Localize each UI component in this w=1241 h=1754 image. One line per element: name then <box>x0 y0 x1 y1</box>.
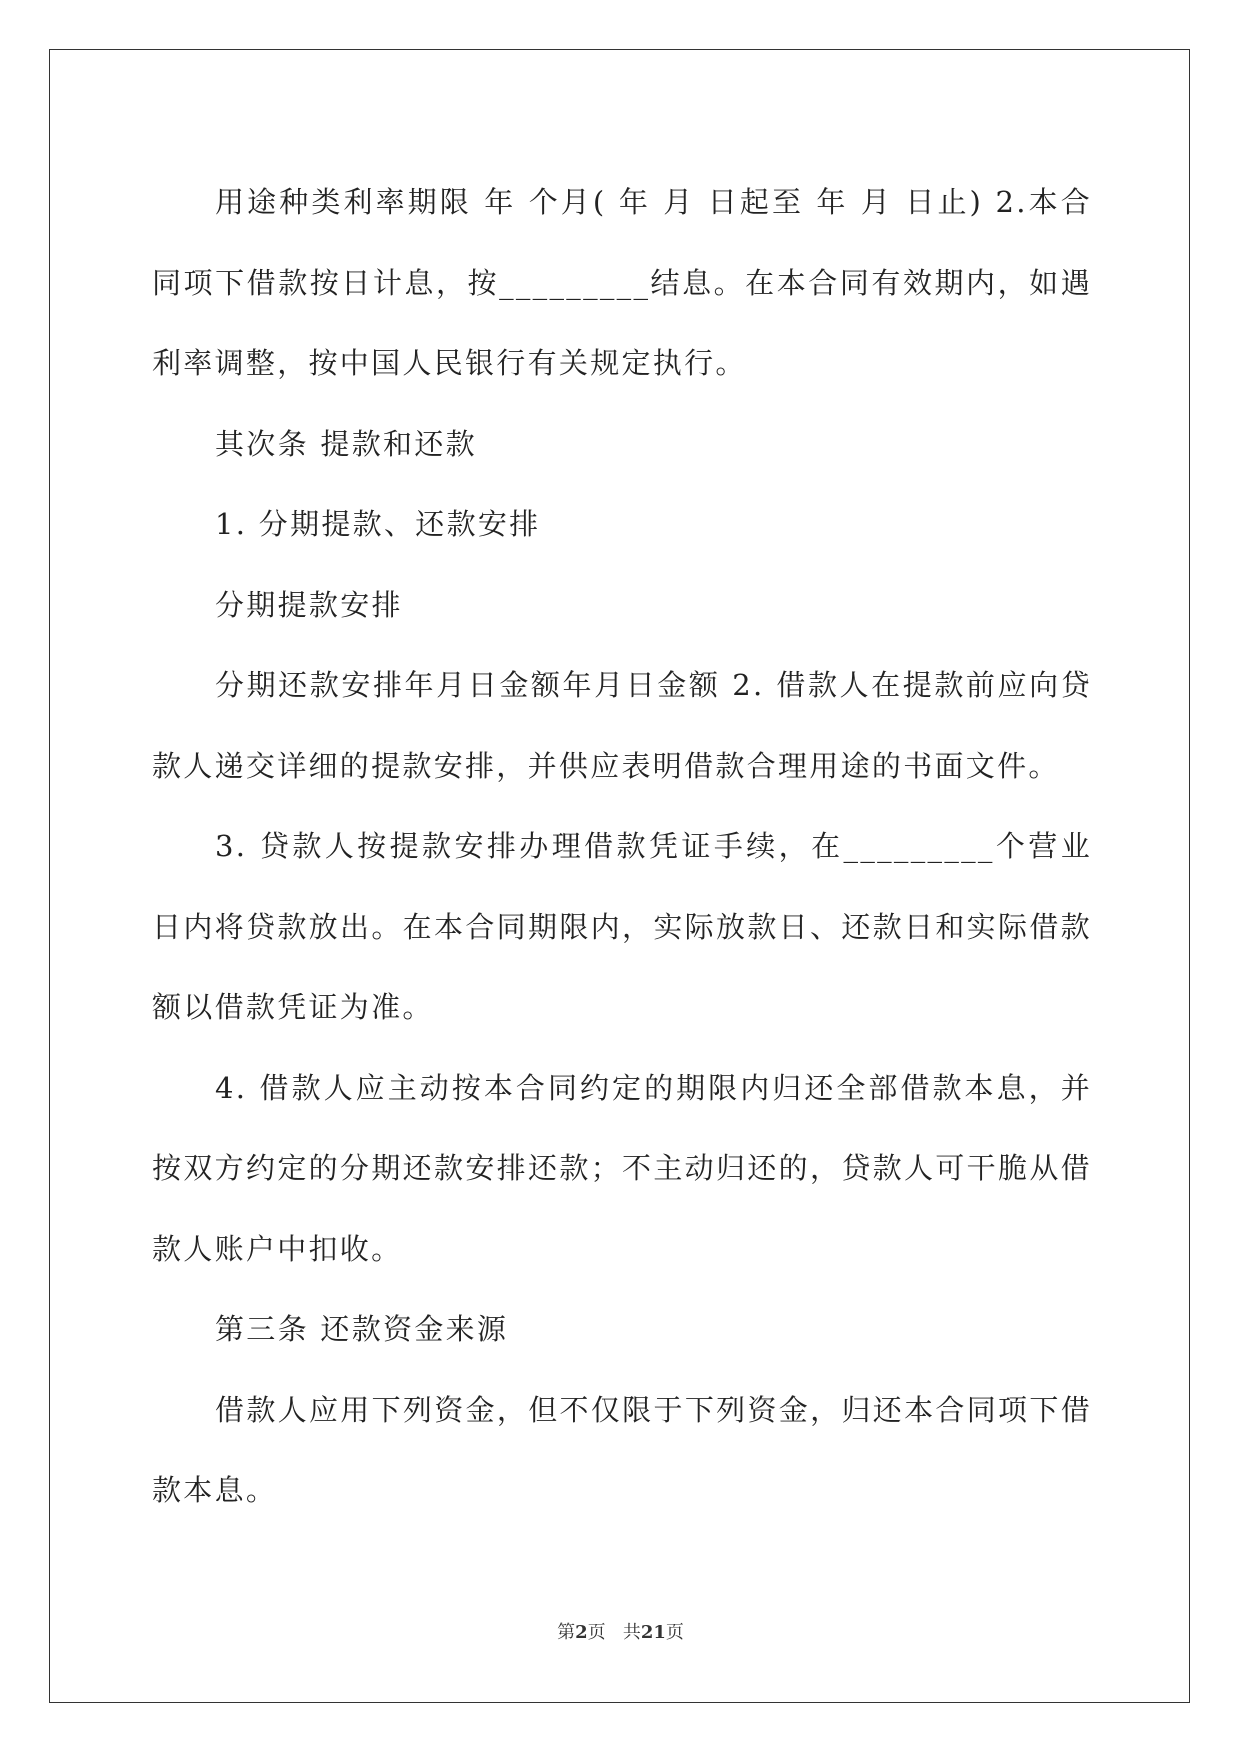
page-prefix: 第 <box>557 1622 576 1643</box>
paragraph-funding-source: 借款人应用下列资金，但不仅限于下列资金，归还本合同项下借款本息。 <box>152 1392 1092 1507</box>
page-suffix: 页 <box>587 1622 606 1643</box>
page-footer <box>0 1618 1241 1644</box>
paragraph-loan-voucher: 3. 贷款人按提款安排办理借款凭证手续，在_________个营业日内将贷款放出。在本合同期限内，实际放款日、还款日和实际借款额以借款凭证为准。 <box>152 829 1092 1024</box>
paragraph-repayment-plan: 分期还款安排年月日金额年月日金额 2. 借款人在提款前应向贷款人递交详细的提款安排，并供应表明借款合理用途的书面文件。 <box>152 668 1092 783</box>
total-prefix: 共 <box>622 1622 641 1643</box>
paragraph-repayment-obligation: 4. 借款人应主动按本合同约定的期限内归还全部借款本息，并按双方约定的分期还款安排还款；不主动归还的，贷款人可干脆从借款人账户中扣收。 <box>152 1070 1092 1266</box>
paragraph-drawdown-plan: 分期提款安排 <box>215 587 403 622</box>
total-pages: 21 <box>640 1622 666 1643</box>
page-number: 2 <box>575 1622 588 1643</box>
paragraph-interest-terms: 用途种类利率期限 年 个月( 年 月 日起至 年 月 日止) 2.本合同项下借款按日计息，按_________结息。在本合同有效期内，如遇利率调整，按中国人民银行有关规定执行。 <box>152 185 1092 380</box>
total-suffix: 页 <box>665 1622 684 1643</box>
heading-article-2: 其次条 提款和还款 <box>215 426 477 461</box>
heading-article-3: 第三条 还款资金来源 <box>215 1312 509 1346</box>
paragraph-installment-title: 1. 分期提款、还款安排 <box>215 507 541 541</box>
document-body <box>152 162 1092 1531</box>
